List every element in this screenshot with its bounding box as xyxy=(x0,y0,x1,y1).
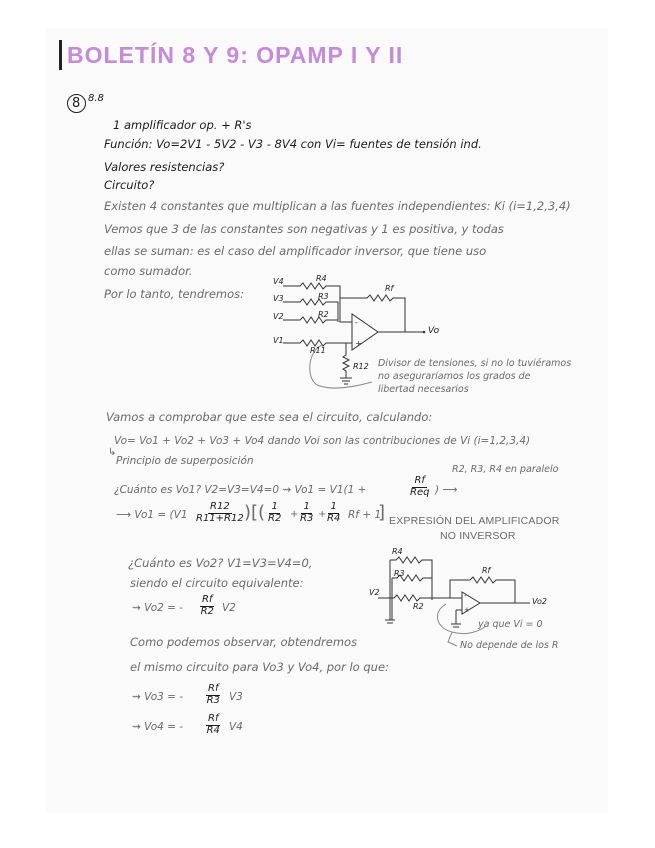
circuit-2-v2-label: V2 xyxy=(369,588,380,597)
explanation-line-3: ellas se suman: es el caso del amplificador inversor, que tiene uso xyxy=(104,244,487,258)
vo4-fraction xyxy=(206,714,220,736)
vo3-lhs: ⇝ Vo3 = - xyxy=(132,691,184,703)
observe-line-1: Como podemos observar, obtendremos xyxy=(130,635,358,649)
circuit-2-rf-label: Rf xyxy=(482,566,491,575)
problem-subnumber: 8.8 xyxy=(88,93,104,104)
circuit-1-r4-label: R4 xyxy=(316,274,327,283)
vo1-bracket-close: ] xyxy=(378,502,386,523)
circuit-1-note-2: no aseguraríamos los grados de xyxy=(378,371,531,382)
vo1-line2-start: ⟶ Vo1 = (V1 xyxy=(116,509,188,521)
vo3-r3: R3 xyxy=(206,694,220,706)
vo1-req: Req xyxy=(410,486,430,498)
svg-text:-: - xyxy=(464,592,467,600)
svg-text:+: + xyxy=(464,606,470,614)
vo1-parallel-note: R2, R3, R4 en paralelo xyxy=(452,464,559,475)
circuit-1-r2-label: R2 xyxy=(318,310,329,319)
statement-line-4: Circuito? xyxy=(104,178,155,192)
vo1-bracket-open: )[( xyxy=(244,502,266,523)
vo1-r4: R4 xyxy=(327,512,341,524)
vo2-r2: R2 xyxy=(200,605,214,617)
vo1-rf: Rf xyxy=(414,475,425,486)
vo4-lhs: ⇝ Vo4 = - xyxy=(132,721,184,733)
vo1-one-b: 1 xyxy=(303,501,310,512)
vo1-plus-2: + xyxy=(318,509,327,520)
circuit-2-note-r: No depende de los R xyxy=(460,640,559,651)
circuit-1-note-3: libertad necesarios xyxy=(378,384,469,395)
page-title: BOLETÍN 8 Y 9: OPAMP I Y II xyxy=(67,42,404,68)
vo3-v3: V3 xyxy=(229,691,243,703)
circuit-1-r3-label: R3 xyxy=(318,292,329,301)
vo2-result: ⇝ Vo2 = - xyxy=(132,602,184,614)
superposition-equation: Vo= Vo1 + Vo2 + Vo3 + Vo4 dando Voi son las contribuciones de Vi (i=1,2,3,4) xyxy=(114,435,531,447)
circuit-1-r12-label: R12 xyxy=(353,362,369,371)
vo4-r4: R4 xyxy=(206,724,220,736)
statement-line-1: 1 amplificador op. + R's xyxy=(113,118,252,132)
observe-line-2: el mismo circuito para Vo3 y Vo4, por lo que: xyxy=(130,660,389,674)
vo1-r11r12: R11+R12 xyxy=(196,512,244,524)
vo1-one-c: 1 xyxy=(330,501,337,512)
circuit-2-r4-label: R4 xyxy=(392,547,403,556)
vo1-arrow: ) ⟶ xyxy=(435,484,458,496)
explanation-line-2: Vemos que 3 de las constantes son negativas y 1 es positiva, y todas xyxy=(104,222,504,236)
vo1-r3: R3 xyxy=(300,512,314,524)
therefore-text: Por lo tanto, tendremos: xyxy=(104,287,245,301)
circuit-1-r11-label: R11 xyxy=(310,346,326,355)
vo1-one-a: 1 xyxy=(271,501,278,512)
superposition-principle: Principio de superposición xyxy=(116,455,254,467)
circuit-1-v3-label: V3 xyxy=(273,294,284,303)
problem-number: 8 xyxy=(72,96,81,111)
vo3-fraction xyxy=(206,684,220,706)
circuit-1-v4-label: V4 xyxy=(273,277,284,286)
statement-line-3: Valores resistencias? xyxy=(104,160,225,174)
superposition-arrow: ↳ xyxy=(108,447,117,458)
circuit-1-v1-label: V1 xyxy=(273,336,284,345)
explanation-line-4: como sumador. xyxy=(104,264,193,278)
circuit-1-v2-label: V2 xyxy=(273,312,284,321)
vo3-rf: Rf xyxy=(208,683,219,694)
svg-text:+: + xyxy=(355,339,362,348)
vo1-line2-end: Rf + 1 xyxy=(348,509,382,521)
svg-text:-: - xyxy=(355,318,358,327)
vo4-v4: V4 xyxy=(229,721,243,733)
vo1-r12: R12 xyxy=(210,501,230,512)
vo2-equivalent: siendo el circuito equivalente: xyxy=(130,576,304,590)
circuit-1-vo-label: Vo xyxy=(428,326,440,336)
vo1-question: ¿Cuánto es Vo1? V2=V3=V4=0 ⇝ Vo1 = V1(1 + xyxy=(114,484,367,496)
circuit-1-rf-label: Rf xyxy=(385,284,394,293)
vo1-plus-1: + xyxy=(290,509,299,520)
vo2-v2: V2 xyxy=(222,602,236,614)
verify-text: Vamos a comprobar que este sea el circuito, calculando: xyxy=(106,410,433,424)
vo4-rf: Rf xyxy=(208,713,219,724)
circuit-2-r3-label: R3 xyxy=(394,569,405,578)
explanation-line-1: Existen 4 constantes que multiplican a las fuentes independientes: Ki (i=1,2,3,4) xyxy=(104,199,571,213)
circuit-1-note-1: Divisor de tensiones, si no lo tuviéramos xyxy=(378,358,572,369)
statement-line-2: Función: Vo=2V1 - 5V2 - V3 - 8V4 con Vi= fuentes de tensión ind. xyxy=(104,137,482,151)
vo2-question: ¿Cuánto es Vo2? V1=V3=V4=0, xyxy=(128,556,313,570)
circuit-2-vo2-label: Vo2 xyxy=(532,597,547,606)
vo1-r2: R2 xyxy=(268,512,282,524)
circuit-2-note-vi: ya que Vi = 0 xyxy=(478,619,543,630)
vo1-expression-note-1: EXPRESIÓN DEL AMPLIFICADOR xyxy=(389,515,560,527)
vo2-rf: Rf xyxy=(202,594,213,605)
vo1-expression-note-2: NO INVERSOR xyxy=(440,530,516,542)
circuit-2-r2-label: R2 xyxy=(413,602,424,611)
